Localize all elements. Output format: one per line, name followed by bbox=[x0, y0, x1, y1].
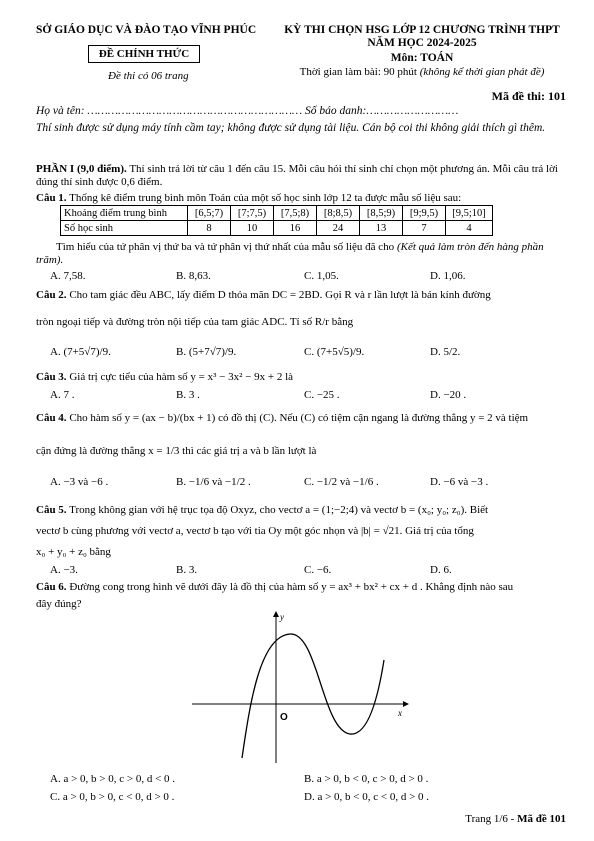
q2-stem-2: tròn ngoại tiếp và đường tròn nội tiếp của tam giác ADC. Tỉ số R/r bằng bbox=[36, 316, 354, 328]
q4-label: Câu 4. bbox=[36, 412, 67, 424]
q2-option-c[interactable]: C. (7+5√5)/9. bbox=[304, 346, 365, 358]
q6-option-c[interactable]: C. a > 0, b > 0, c < 0, d > 0 . bbox=[50, 791, 175, 803]
origin-label: O bbox=[280, 712, 288, 723]
part1-text: Thí sinh trả lời từ câu 1 đến câu 15. Mỗi câu hỏi thí sinh chỉ chọn một phương án. Mỗi câu trả lời đúng thí sinh được 0,6 điểm. bbox=[36, 163, 558, 188]
count-cell: 4 bbox=[446, 221, 493, 236]
q6-option-b[interactable]: B. a > 0, b < 0, c > 0, d > 0 . bbox=[304, 773, 429, 785]
interval-cell: [7;7,5) bbox=[231, 206, 274, 221]
count-cell: 8 bbox=[188, 221, 231, 236]
q3-option-b[interactable]: B. 3 . bbox=[176, 389, 200, 401]
q5-stem bbox=[36, 504, 570, 516]
q4-option-b[interactable]: B. −1/6 và −1/2 . bbox=[176, 476, 251, 488]
interval-cell: [6,5;7) bbox=[188, 206, 231, 221]
q4-option-a[interactable]: A. −3 và −6 . bbox=[50, 476, 109, 488]
q5-option-c[interactable]: C. −6. bbox=[304, 564, 332, 576]
q1-task-text: Tìm hiểu của tứ phân vị thứ ba và tứ phân vị thứ nhất của mẫu số liệu đã cho bbox=[56, 241, 395, 253]
count-cell: 10 bbox=[231, 221, 274, 236]
q1-text: Thống kê điểm trung bình môn Toán của một số học sinh lớp 12 ta được mẫu số liệu sau: bbox=[69, 192, 462, 204]
interval-cell: [8;8,5) bbox=[317, 206, 360, 221]
footer-code: Mã đề 101 bbox=[517, 813, 566, 825]
page-footer bbox=[465, 813, 566, 825]
table-row bbox=[61, 206, 493, 221]
q5-option-a[interactable]: A. −3. bbox=[50, 564, 78, 576]
time-label: Thời gian làm bài: 90 phút bbox=[299, 66, 417, 78]
interval-cell: [9,5;10] bbox=[446, 206, 493, 221]
q2-option-b[interactable]: B. (5+7√7)/9. bbox=[176, 346, 237, 358]
q6-stem-2: đây đúng? bbox=[36, 598, 82, 610]
count-cell: 16 bbox=[274, 221, 317, 236]
q1-option-a[interactable]: A. 7,58. bbox=[50, 270, 86, 282]
q6-text: Đường cong trong hình vẽ dưới đây là đồ thị của hàm số y = ax³ + bx² + cx + d . Khẳng định nào sau bbox=[69, 581, 514, 593]
q3-label: Câu 3. bbox=[36, 371, 67, 383]
q5-option-d[interactable]: D. 6. bbox=[430, 564, 452, 576]
q1-label: Câu 1. bbox=[36, 192, 67, 204]
candidate-notice: Thí sinh được sử dụng máy tính cầm tay; không được sử dụng tài liệu. Cán bộ coi thi không giải thích gì thêm. bbox=[36, 122, 546, 134]
exam-code: Mã đề thi: 101 bbox=[491, 89, 566, 103]
q4-option-d[interactable]: D. −6 và −3 . bbox=[430, 476, 489, 488]
q1-option-c[interactable]: C. 1,05. bbox=[304, 270, 339, 282]
pages-note: Đề thi có 06 trang bbox=[108, 70, 189, 82]
cubic-curve bbox=[242, 634, 384, 758]
q2-stem bbox=[36, 289, 570, 301]
q4-text: Cho hàm số y = (ax − b)/(bx + 1) có đồ thị (C). Nếu (C) có tiệm cận ngang là đường thẳng y = 2 và tiệm bbox=[69, 412, 529, 424]
q5-text: Trong không gian với hệ trục tọa độ Oxyz, cho vectơ a = (1;−2;4) và vectơ b = (x₀; y₀; z₀). Biết bbox=[69, 504, 489, 516]
q2-option-d[interactable]: D. 5/2. bbox=[430, 346, 461, 358]
x-axis-label: x bbox=[398, 708, 402, 718]
q3-stem bbox=[36, 371, 293, 383]
q3-option-a[interactable]: A. 7 . bbox=[50, 389, 75, 401]
candidate-line: Họ và tên: ……………………………………………………… Số báo danh:……………………… bbox=[36, 105, 459, 117]
time-note: (không kể thời gian phát đề) bbox=[419, 66, 545, 78]
cubic-graph bbox=[190, 608, 410, 768]
q1-task bbox=[36, 241, 568, 267]
q4-stem-2: cận đứng là đường thẳng x = 1/3 thì các giá trị a và b lần lượt là bbox=[36, 445, 317, 457]
page-number: Trang 1/6 - bbox=[465, 813, 518, 825]
count-cell: 7 bbox=[403, 221, 446, 236]
interval-cell: [9;9,5) bbox=[403, 206, 446, 221]
part1-intro bbox=[36, 163, 568, 189]
q5-stem-2: vectơ b cùng phương với vectơ a, vectơ b tạo với tia Oy một góc nhọn và |b| = √21. Giá trị của tổng bbox=[36, 525, 474, 537]
q1-table bbox=[60, 205, 493, 236]
time-line bbox=[262, 66, 582, 78]
table-head: Khoảng điểm trung bình bbox=[61, 206, 188, 221]
y-axis-label: y bbox=[280, 612, 284, 622]
q2-option-a[interactable]: A. (7+5√7)/9. bbox=[50, 346, 111, 358]
q1-option-b[interactable]: B. 8,63. bbox=[176, 270, 211, 282]
subject bbox=[262, 52, 582, 64]
q3-option-d[interactable]: D. −20 . bbox=[430, 389, 467, 401]
q4-stem bbox=[36, 412, 570, 424]
interval-cell: [7,5;8) bbox=[274, 206, 317, 221]
q2-text: Cho tam giác đều ABC, lấy điểm D thỏa mãn DC = 2BD. Gọi R và r lần lượt là bán kính đường bbox=[69, 289, 491, 301]
count-cell: 13 bbox=[360, 221, 403, 236]
q5-option-b[interactable]: B. 3. bbox=[176, 564, 198, 576]
part1-title: PHẦN I (9,0 điểm). bbox=[36, 163, 127, 175]
q5-stem-3: x₀ + y₀ + z₀ bằng bbox=[36, 546, 111, 558]
q3-option-c[interactable]: C. −25 . bbox=[304, 389, 340, 401]
q2-label: Câu 2. bbox=[36, 289, 67, 301]
subject-text: Môn: TOÁN bbox=[390, 52, 454, 64]
count-head: Số học sinh bbox=[61, 221, 188, 236]
q5-label: Câu 5. bbox=[36, 504, 67, 516]
q6-option-a[interactable]: A. a > 0, b > 0, c > 0, d < 0 . bbox=[50, 773, 176, 785]
q6-option-d[interactable]: D. a > 0, b < 0, c < 0, d > 0 . bbox=[304, 791, 430, 803]
q1-stem bbox=[36, 192, 461, 204]
exam-title-2: NĂM HỌC 2024-2025 bbox=[367, 37, 477, 49]
count-cell: 24 bbox=[317, 221, 360, 236]
q4-option-c[interactable]: C. −1/2 và −1/6 . bbox=[304, 476, 379, 488]
q6-stem bbox=[36, 581, 570, 593]
org-name: SỞ GIÁO DỤC VÀ ĐÀO TẠO VĨNH PHÚC bbox=[36, 24, 257, 36]
q3-text: Giá trị cực tiểu của hàm số y = x³ − 3x² − 9x + 2 là bbox=[69, 371, 294, 383]
interval-cell: [8,5;9) bbox=[360, 206, 403, 221]
q1-task-note: (Kết quả làm tròn đến hàng phần trăm). bbox=[36, 241, 544, 266]
q1-option-d[interactable]: D. 1,06. bbox=[430, 270, 466, 282]
q6-label: Câu 6. bbox=[36, 581, 67, 593]
table-row bbox=[61, 221, 493, 236]
exam-title-1: KỲ THI CHỌN HSG LỚP 12 CHƯƠNG TRÌNH THPT bbox=[284, 24, 560, 36]
official-box: ĐỀ CHÍNH THỨC bbox=[88, 45, 200, 63]
